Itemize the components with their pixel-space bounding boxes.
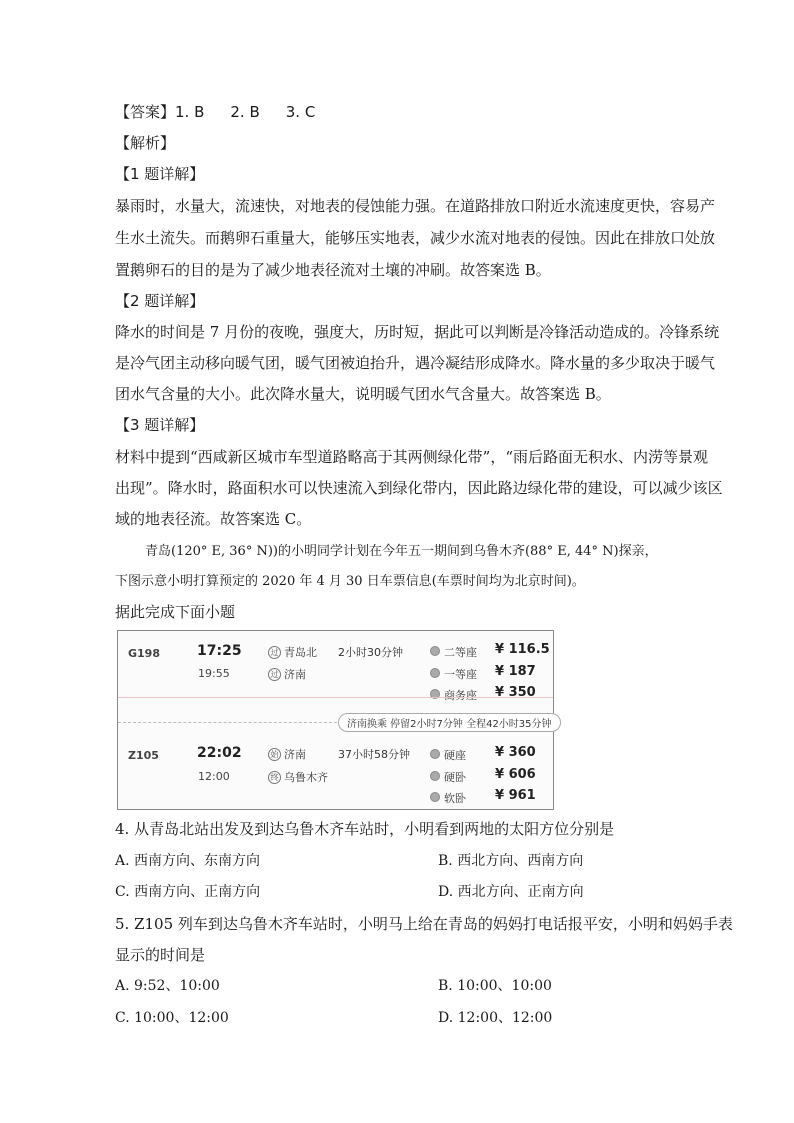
q4-option-c[interactable]: C. 西南方向、正南方向	[115, 884, 261, 900]
q5-option-c[interactable]: C. 10:00、12:00	[115, 1010, 229, 1026]
radio-icon[interactable]	[430, 749, 440, 759]
answer-line	[115, 101, 315, 123]
transfer-info: 济南换乘 停留2小时7分钟 全程42小时35分钟	[338, 713, 561, 732]
analysis-label: 【解析】	[115, 134, 176, 152]
train2-price-3: ¥ 961	[495, 788, 536, 803]
train1-dep-station-name: 青岛北	[284, 646, 317, 659]
q3-line-1: 材料中提到“西咸新区城市车型道路略高于其两侧绿化带”，“雨后路面无积水、内涝等景观	[115, 448, 709, 466]
q4-option-a[interactable]: A. 西南方向、东南方向	[115, 853, 261, 869]
radio-icon[interactable]	[430, 771, 440, 781]
train2-seat-1[interactable]	[430, 747, 466, 763]
seat-name: 硬座	[444, 749, 466, 762]
q1-line-2: 生水土流失。而鹅卵石重量大，能够压实地表，减少水流对地表的侵蚀。因此在排放口处放	[115, 229, 716, 247]
q2-line-2: 是冷气团主动移向暖气团，暖气团被迫抬升，遇冷凝结形成降水。降水量的多少取决于暖气	[115, 354, 716, 372]
pass-badge-icon: 过	[268, 668, 281, 681]
intro-line-2: 下图示意小明打算预定的 2020 年 4 月 30 日车票信息(车票时间均为北京时间)。	[115, 574, 585, 589]
pass-badge-icon: 过	[268, 646, 281, 659]
q1-line-1: 暴雨时，水量大，流速快，对地表的侵蚀能力强。在道路排放口附近水流速度更快，容易产	[115, 197, 716, 215]
train2-duration: 37小时58分钟	[338, 748, 410, 761]
train2-seat-3[interactable]	[430, 790, 466, 806]
train1-dep-time: 17:25	[197, 643, 242, 659]
train1-arr-station-name: 济南	[284, 668, 306, 681]
radio-icon[interactable]	[430, 646, 440, 656]
seat-name: 软卧	[444, 792, 466, 805]
train2-dep-time: 22:02	[197, 745, 242, 761]
end-badge-icon: 终	[268, 771, 281, 784]
q5-option-d[interactable]: D. 12:00、12:00	[438, 1010, 553, 1026]
train1-code: G198	[128, 647, 160, 660]
q2-line-1: 降水的时间是 7 月份的夜晚，强度大，历时短，据此可以判断是冷锋活动造成的。冷锋系统	[115, 323, 720, 341]
train1-price-2: ¥ 187	[495, 664, 536, 679]
q3-line-2: 出现”。降水时，路面积水可以快速流入到绿化带内，因此路边绿化带的建设，可以减少该区	[115, 479, 723, 497]
train1-dep-station	[268, 644, 317, 660]
q2-line-3: 团水气含量的大小。此次降水量大，说明暖气团水气含量大。故答案选 B。	[115, 385, 611, 403]
seat-name: 二等座	[444, 646, 477, 659]
q3-heading: 【3 题详解】	[115, 416, 205, 434]
divider	[118, 697, 553, 698]
seat-name: 硬卧	[444, 771, 466, 784]
ticket-panel	[117, 630, 554, 810]
train2-arr-time: 12:00	[198, 770, 230, 783]
train1-duration: 2小时30分钟	[338, 646, 403, 659]
radio-icon[interactable]	[430, 792, 440, 802]
seat-name: 一等座	[444, 668, 477, 681]
q5-stem-line-2: 显示的时间是	[115, 946, 206, 964]
answer-1: 1. B	[175, 103, 205, 121]
q5-option-a[interactable]: A. 9:52、10:00	[115, 978, 220, 994]
answer-3: 3. C	[285, 103, 316, 121]
intro-line-1: 青岛(120° E, 36° N))的小明同学计划在今年五一期间到乌鲁木齐(88° E, 44° N)探亲，	[145, 544, 658, 559]
q4-option-d[interactable]: D. 西北方向、正南方向	[438, 884, 584, 900]
train1-seat-1[interactable]	[430, 644, 477, 660]
q4-stem: 4. 从青岛北站出发及到达乌鲁木齐车站时，小明看到两地的太阳方位分别是	[115, 820, 615, 838]
q3-line-3: 域的地表径流。故答案选 C。	[115, 510, 312, 528]
q2-heading: 【2 题详解】	[115, 292, 205, 310]
answer-label: 【答案】	[115, 103, 176, 121]
train2-code: Z105	[128, 749, 159, 762]
train1-arr-station	[268, 666, 306, 682]
answer-2: 2. B	[230, 103, 260, 121]
train2-dep-station	[268, 746, 306, 762]
train1-price-1: ¥ 116.5	[495, 642, 550, 657]
train1-price-3: ¥ 350	[495, 685, 536, 700]
train1-arr-time: 19:55	[198, 667, 230, 680]
radio-icon[interactable]	[430, 668, 440, 678]
train2-arr-station-name: 乌鲁木齐	[284, 771, 328, 784]
train1-seat-3[interactable]	[430, 687, 477, 703]
q5-stem-line-1: 5. Z105 列车到达乌鲁木齐车站时，小明马上给在青岛的妈妈打电话报平安，小明和妈妈手表	[115, 915, 733, 933]
q5-option-b[interactable]: B. 10:00、10:00	[438, 978, 552, 994]
start-badge-icon: 始	[268, 748, 281, 761]
intro-prompt: 据此完成下面小题	[115, 603, 236, 621]
q1-heading: 【1 题详解】	[115, 165, 205, 183]
train2-arr-station	[268, 769, 328, 785]
seat-name: 商务座	[444, 689, 477, 702]
train2-seat-2[interactable]	[430, 769, 466, 785]
q1-line-3: 置鹅卵石的目的是为了减少地表径流对土壤的冲刷。故答案选 B。	[115, 261, 551, 279]
train2-dep-station-name: 济南	[284, 748, 306, 761]
train2-price-1: ¥ 360	[495, 745, 536, 760]
q4-option-b[interactable]: B. 西北方向、西南方向	[438, 853, 584, 869]
train2-price-2: ¥ 606	[495, 767, 536, 782]
train1-seat-2[interactable]	[430, 666, 477, 682]
